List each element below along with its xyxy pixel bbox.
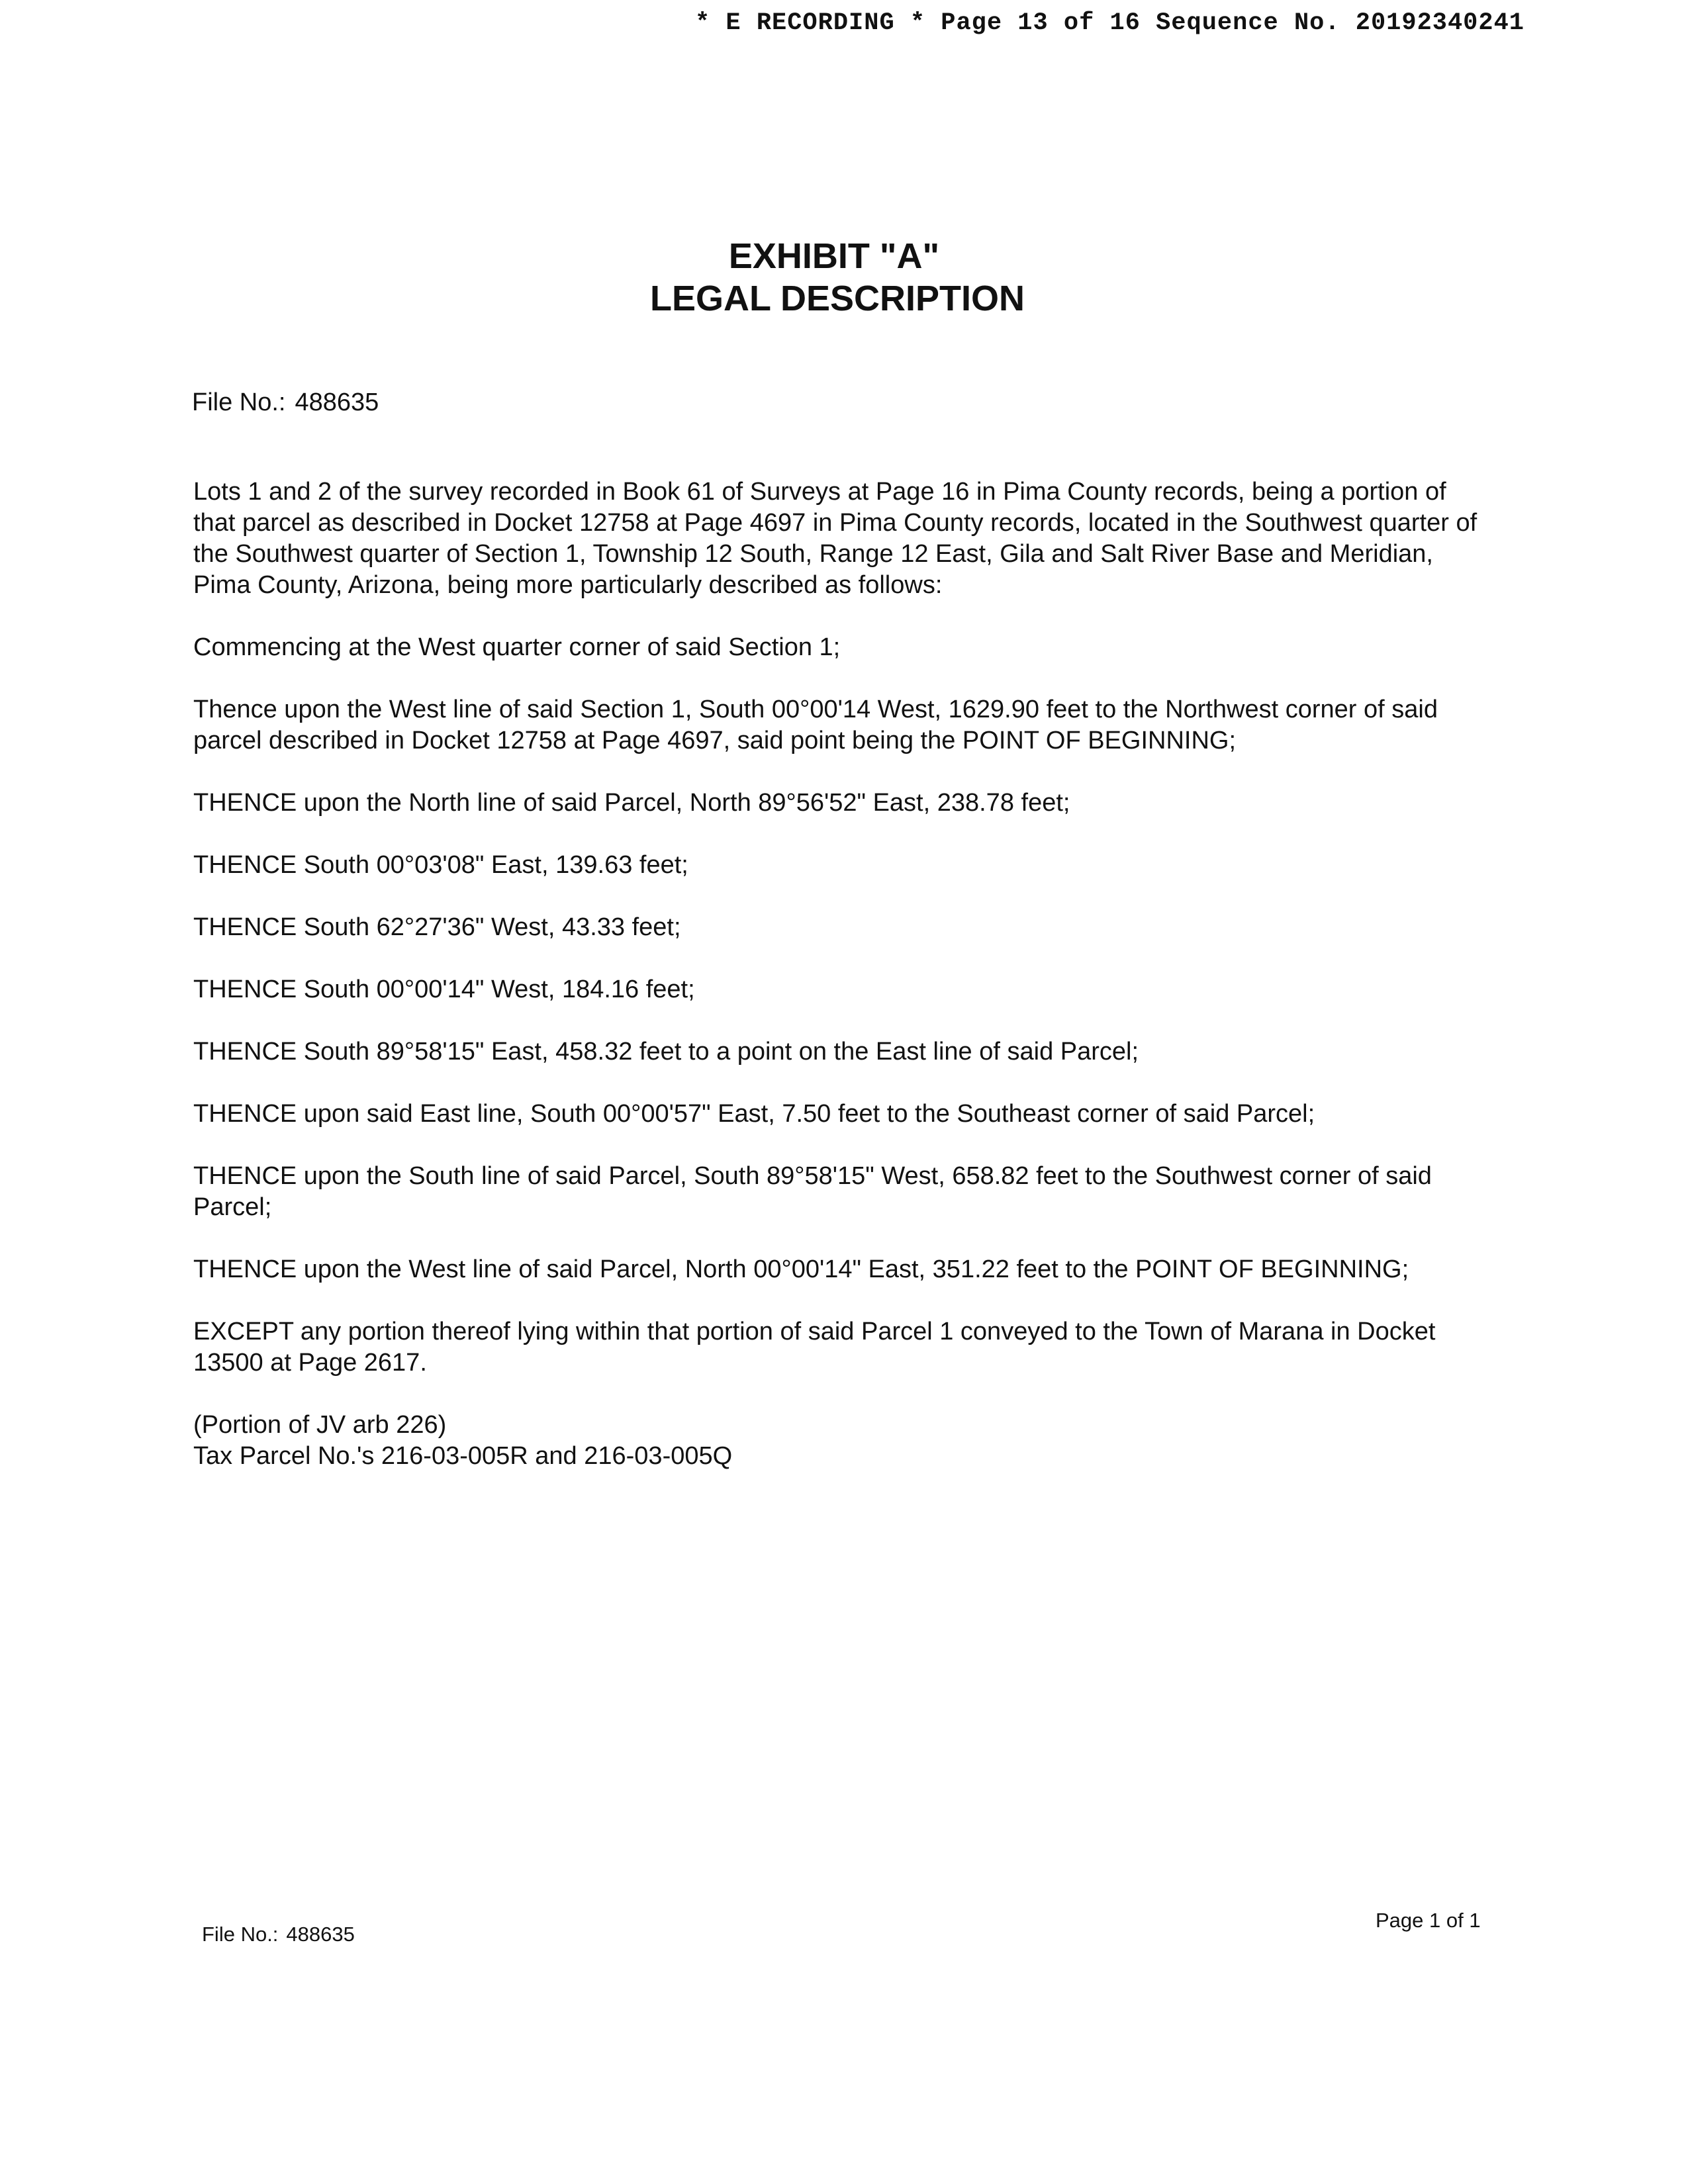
footer-file-label: File No.: [202,1923,279,1946]
paragraph-intro: Lots 1 and 2 of the survey recorded in Book 61 of Surveys at Page 16 in Pima County records, being a portion of that parcel as described in Docket 12758 at Page 4697 in Pima County records, located in the Southwest quarter of the Southwest quarter of Section 1, Township 12 South, Range 12 East, Gila and Salt River Base and Meridian, Pima County, Arizona, being more particularly described as follows: [193,478,1477,599]
paragraph-call: THENCE upon the South line of said Parcel, South 89°58'15" West, 658.82 feet to the Southwest corner of said Parcel; [193,1162,1432,1221]
document-title [0,235,1688,320]
file-number [192,388,379,417]
paragraph-call: THENCE South 00°03'08" East, 139.63 feet; [193,851,688,879]
title-exhibit: EXHIBIT "A" [728,236,940,276]
file-number-label: File No.: [192,388,286,416]
paragraph-call: THENCE upon the North line of said Parcel, North 89°56'52" East, 238.78 feet; [193,789,1070,817]
paragraph-commencing: Commencing at the West quarter corner of said Section 1; [193,633,841,661]
footer-file-number [202,1923,355,1946]
recording-stamp: * E RECORDING * Page 13 of 16 Sequence No. 20192340241 [695,9,1524,37]
paragraph-call: Thence upon the West line of said Section 1, South 00°00'14 West, 1629.90 feet to the Northwest corner of said parcel described in Docket 12758 at Page 4697, said point being the POINT OF BEGINNING; [193,696,1438,754]
paragraph-call: THENCE upon said East line, South 00°00'57" East, 7.50 feet to the Southeast corner of said Parcel; [193,1100,1315,1128]
legal-description-body [193,477,1491,1472]
paragraph-call: THENCE South 62°27'36" West, 43.33 feet; [193,913,681,941]
note-portion: (Portion of JV arb 226) [193,1411,447,1439]
footer-file-value: 488635 [286,1923,355,1946]
title-legal-description: LEGAL DESCRIPTION [649,279,1025,318]
paragraph-call: THENCE South 00°00'14" West, 184.16 feet; [193,976,695,1003]
note-tax-parcels: Tax Parcel No.'s 216-03-005R and 216-03-005Q [193,1442,733,1470]
paragraph-call: THENCE South 89°58'15" East, 458.32 feet to a point on the East line of said Parcel; [193,1038,1139,1066]
footer-page-number: Page 1 of 1 [1376,1909,1481,1932]
paragraph-call: THENCE upon the West line of said Parcel, North 00°00'14" East, 351.22 feet to the POINT OF BEGINNING; [193,1255,1409,1283]
paragraph-exception: EXCEPT any portion thereof lying within that portion of said Parcel 1 conveyed to the Town of Marana in Docket 13500 at Page 2617. [193,1318,1436,1377]
file-number-value: 488635 [295,388,379,416]
